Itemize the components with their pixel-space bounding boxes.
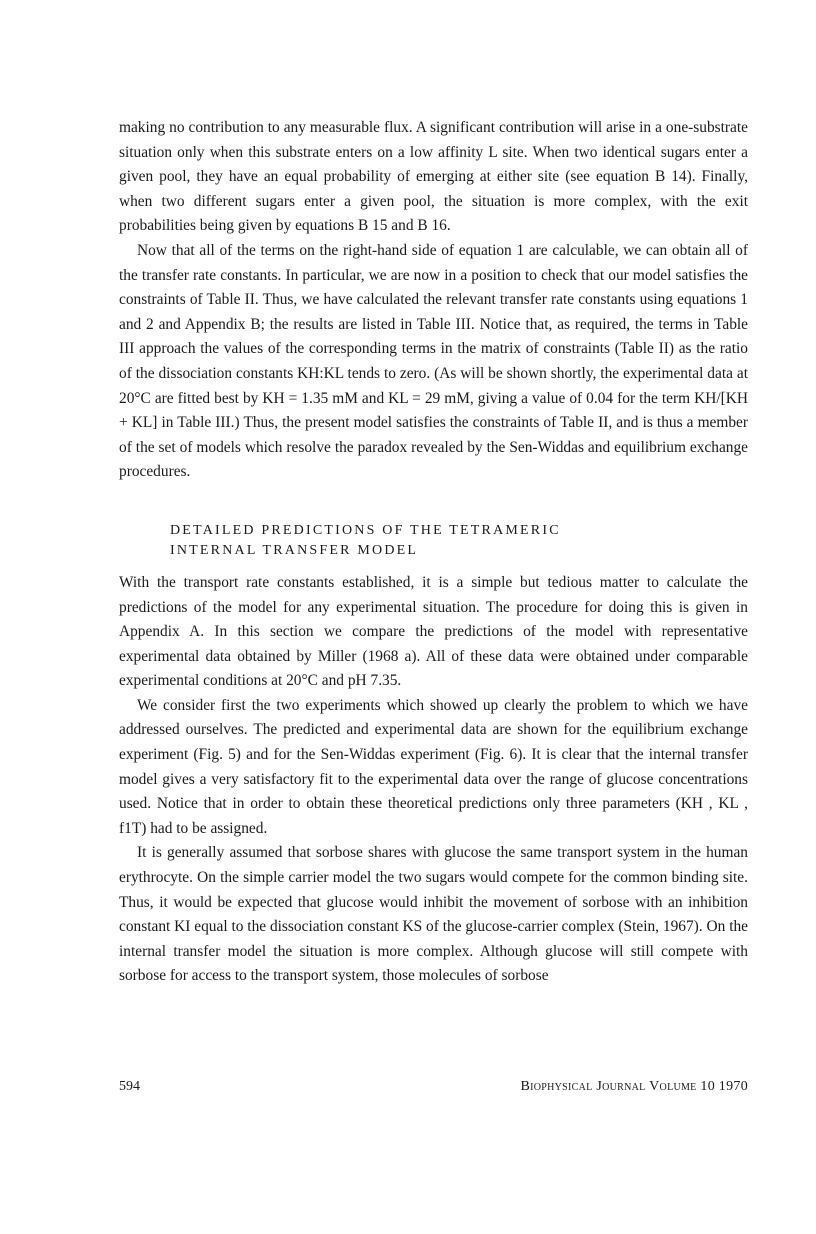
section-heading-line-2: INTERNAL TRANSFER MODEL: [170, 542, 419, 558]
paragraph-1: making no contribution to any measurable flux. A significant contribution will arise in a one-substrate situation only when this substrate enters on a low affinity L site. When two identical sugars enter a given pool, they have an equal probability of emerging at either site (see equation B 14). Finally, when two different sugars enter a given pool, the situation is more complex, with the exit probabilities being given by equations B 15 and B 16.: [119, 119, 748, 235]
journal-citation: Biophysical Journal Volume 10 1970: [520, 1079, 748, 1094]
section-heading: [119, 521, 748, 561]
paragraph-5: It is generally assumed that sorbose shares with glucose the same transport system in the human erythrocyte. On the simple carrier model the two sugars would compete for the common binding site. Thus, it would be expected that glucose would inhibit the movement of sorbose with an inhibition constant KI equal to the dissociation constant KS of the glucose-carrier complex (Stein, 1967). On the internal transfer model the situation is more complex. Although glucose will still compete with sorbose for access to the transport system, those molecules of sorbose: [119, 844, 748, 985]
paragraph-2: Now that all of the terms on the right-hand side of equation 1 are calculable, we can obtain all of the transfer rate constants. In particular, we are now in a position to check that our model satisfies the constraints of Table II. Thus, we have calculated the relevant transfer rate constants using equations 1 and 2 and Appendix B; the results are listed in Table III. Notice that, as required, the terms in Table III approach the values of the corresponding terms in the matrix of constraints (Table II) as the ratio of the dissociation constants KH:KL tends to zero. (As will be shown shortly, the experimental data at 20°C are fitted best by KH = 1.35 mM and KL = 29 mM, giving a value of 0.04 for the term KH/[KH + KL] in Table III.) Thus, the present model satisfies the constraints of Table II, and is thus a member of the set of models which resolve the paradox revealed by the Sen-Widdas and equilibrium exchange procedures.: [119, 241, 748, 481]
paragraph-4: We consider first the two experiments which showed up clearly the problem to which we have addressed ourselves. The predicted and experimental data are shown for the equilibrium exchange experiment (Fig. 5) and for the Sen-Widdas experiment (Fig. 6). It is clear that the internal transfer model gives a very satisfactory fit to the experimental data over the range of glucose concentrations used. Notice that in order to obtain these theoretical predictions only three parameters (KH , KL , f1T) had to be assigned.: [119, 696, 748, 837]
paragraph-3: With the transport rate constants established, it is a simple but tedious matter to calculate the predictions of the model for any experimental situation. The procedure for doing this is given in Appendix A. In this section we compare the predictions of the model with representative experimental data obtained by Miller (1968 a). All of these data were obtained under comparable experimental conditions at 20°C and pH 7.35.: [119, 573, 748, 690]
page-body: [119, 116, 748, 989]
page-number: 594: [119, 1079, 140, 1094]
section-heading-line-1: DETAILED PREDICTIONS OF THE TETRAMERIC: [170, 522, 561, 538]
